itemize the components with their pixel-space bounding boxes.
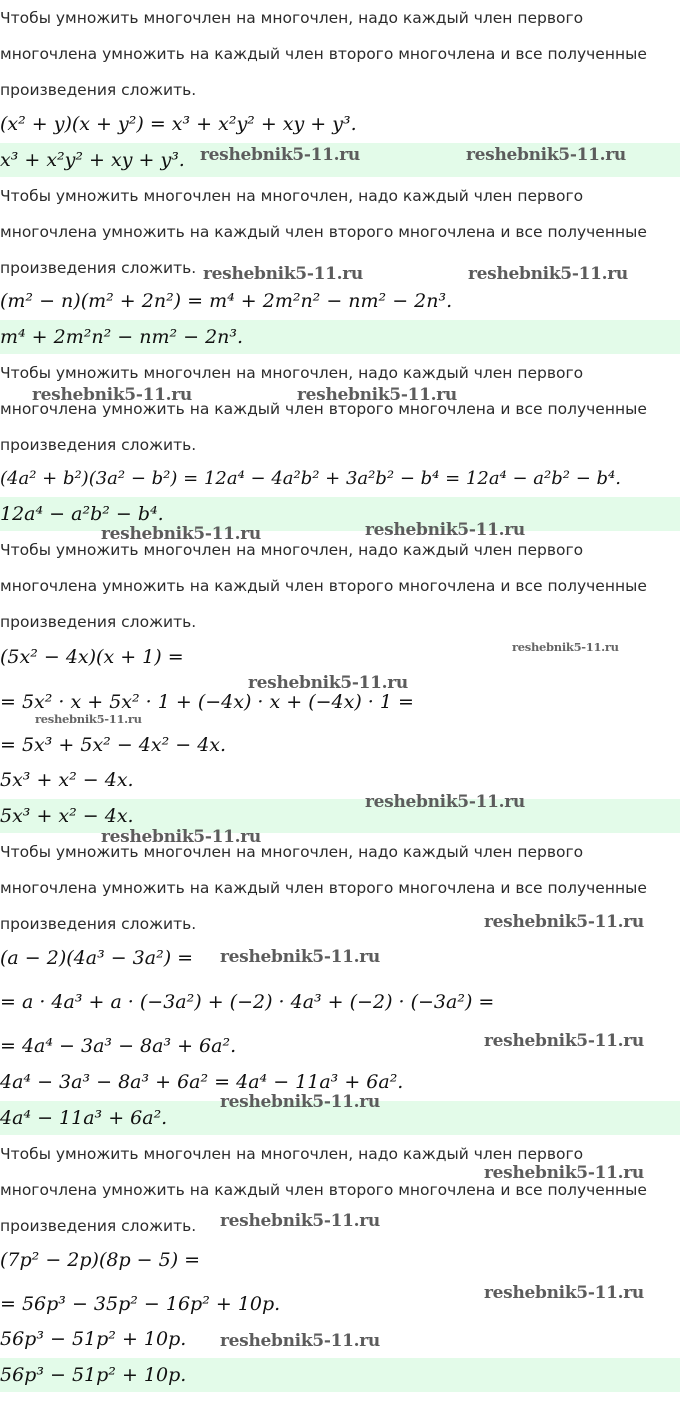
answer-box: 56p³ − 51p² + 10p.	[0, 1358, 680, 1392]
rule-line-2: многочлена умножить на каждый член второго многочлена и все полученные	[0, 45, 647, 63]
watermark: reshebnik5-11.ru	[200, 145, 360, 165]
watermark: reshebnik5-11.ru	[220, 1092, 380, 1112]
rule-line-1: Чтобы умножить многочлен на многочлен, надо каждый член первого	[0, 187, 584, 205]
rule-line-2: многочлена умножить на каждый член второго многочлена и все полученные	[0, 1181, 647, 1199]
watermark: reshebnik5-11.ru	[365, 792, 525, 812]
watermark: reshebnik5-11.ru	[220, 1331, 380, 1351]
rule-line-2: многочлена умножить на каждый член второго многочлена и все полученные	[0, 400, 647, 418]
watermark: reshebnik5-11.ru	[220, 1211, 380, 1231]
math-step: = 56p³ − 35p² − 16p² + 10p.	[0, 1293, 281, 1315]
math-step: 5x³ + x² − 4x.	[0, 769, 134, 791]
answer-box: m⁴ + 2m²n² − nm² − 2n³.	[0, 320, 680, 354]
watermark: reshebnik5-11.ru	[101, 524, 261, 544]
math-step: 56p³ − 51p² + 10p.	[0, 1328, 187, 1350]
watermark: reshebnik5-11.ru	[220, 947, 380, 967]
rule-line-3: произведения сложить.	[0, 1217, 197, 1235]
rule-line-3: произведения сложить.	[0, 436, 197, 454]
rule-line-1: Чтобы умножить многочлен на многочлен, надо каждый член первого	[0, 1145, 584, 1163]
math-step: (m² − n)(m² + 2n²) = m⁴ + 2m²n² − nm² − 2n³.	[0, 290, 453, 312]
rule-line-1: Чтобы умножить многочлен на многочлен, надо каждый член первого	[0, 9, 584, 27]
watermark: reshebnik5-11.ru	[297, 385, 457, 405]
watermark: reshebnik5-11.ru	[203, 264, 363, 284]
watermark: reshebnik5-11.ru	[484, 1283, 644, 1303]
watermark: reshebnik5-11.ru	[365, 520, 525, 540]
watermark: reshebnik5-11.ru	[512, 640, 619, 654]
watermark: reshebnik5-11.ru	[35, 712, 142, 726]
math-step: (a − 2)(4a³ − 3a²) =	[0, 947, 194, 969]
watermark: reshebnik5-11.ru	[32, 385, 192, 405]
rule-line-1: Чтобы умножить многочлен на многочлен, надо каждый член первого	[0, 364, 584, 382]
rule-line-3: произведения сложить.	[0, 915, 197, 933]
answer-box: 5x³ + x² − 4x.	[0, 799, 680, 833]
watermark: reshebnik5-11.ru	[484, 912, 644, 932]
rule-line-2: многочлена умножить на каждый член второго многочлена и все полученные	[0, 879, 647, 897]
rule-line-1: Чтобы умножить многочлен на многочлен, надо каждый член первого	[0, 843, 584, 861]
watermark: reshebnik5-11.ru	[466, 145, 626, 165]
rule-line-3: произведения сложить.	[0, 259, 197, 277]
watermark: reshebnik5-11.ru	[484, 1031, 644, 1051]
math-step: = 5x² · x + 5x² · 1 + (−4x) · x + (−4x) · 1 =	[0, 691, 414, 713]
math-step: (x² + y)(x + y²) = x³ + x²y² + xy + y³.	[0, 113, 357, 135]
rule-line-2: многочлена умножить на каждый член второго многочлена и все полученные	[0, 577, 647, 595]
rule-line-2: многочлена умножить на каждый член второго многочлена и все полученные	[0, 223, 647, 241]
answer-box: 12a⁴ − a²b² − b⁴.	[0, 497, 680, 531]
watermark: reshebnik5-11.ru	[484, 1163, 644, 1183]
rule-line-1: Чтобы умножить многочлен на многочлен, надо каждый член первого	[0, 541, 584, 559]
math-step: = 4a⁴ − 3a³ − 8a³ + 6a².	[0, 1035, 237, 1057]
answer-box: x³ + x²y² + xy + y³.	[0, 143, 680, 177]
math-step: (7p² − 2p)(8p − 5) =	[0, 1249, 201, 1271]
math-step: (4a² + b²)(3a² − b²) = 12a⁴ − 4a²b² + 3a²b² − b⁴ = 12a⁴ − a²b² − b⁴.	[0, 468, 621, 489]
answer-box: 4a⁴ − 11a³ + 6a².	[0, 1101, 680, 1135]
watermark: reshebnik5-11.ru	[101, 827, 261, 847]
watermark: reshebnik5-11.ru	[248, 673, 408, 693]
math-step: (5x² − 4x)(x + 1) =	[0, 646, 184, 668]
rule-line-3: произведения сложить.	[0, 81, 197, 99]
math-step: 4a⁴ − 3a³ − 8a³ + 6a² = 4a⁴ − 11a³ + 6a².	[0, 1071, 404, 1093]
math-step: = a · 4a³ + a · (−3a²) + (−2) · 4a³ + (−2) · (−3a²) =	[0, 991, 495, 1013]
watermark: reshebnik5-11.ru	[468, 264, 628, 284]
math-step: = 5x³ + 5x² − 4x² − 4x.	[0, 734, 227, 756]
rule-line-3: произведения сложить.	[0, 613, 197, 631]
